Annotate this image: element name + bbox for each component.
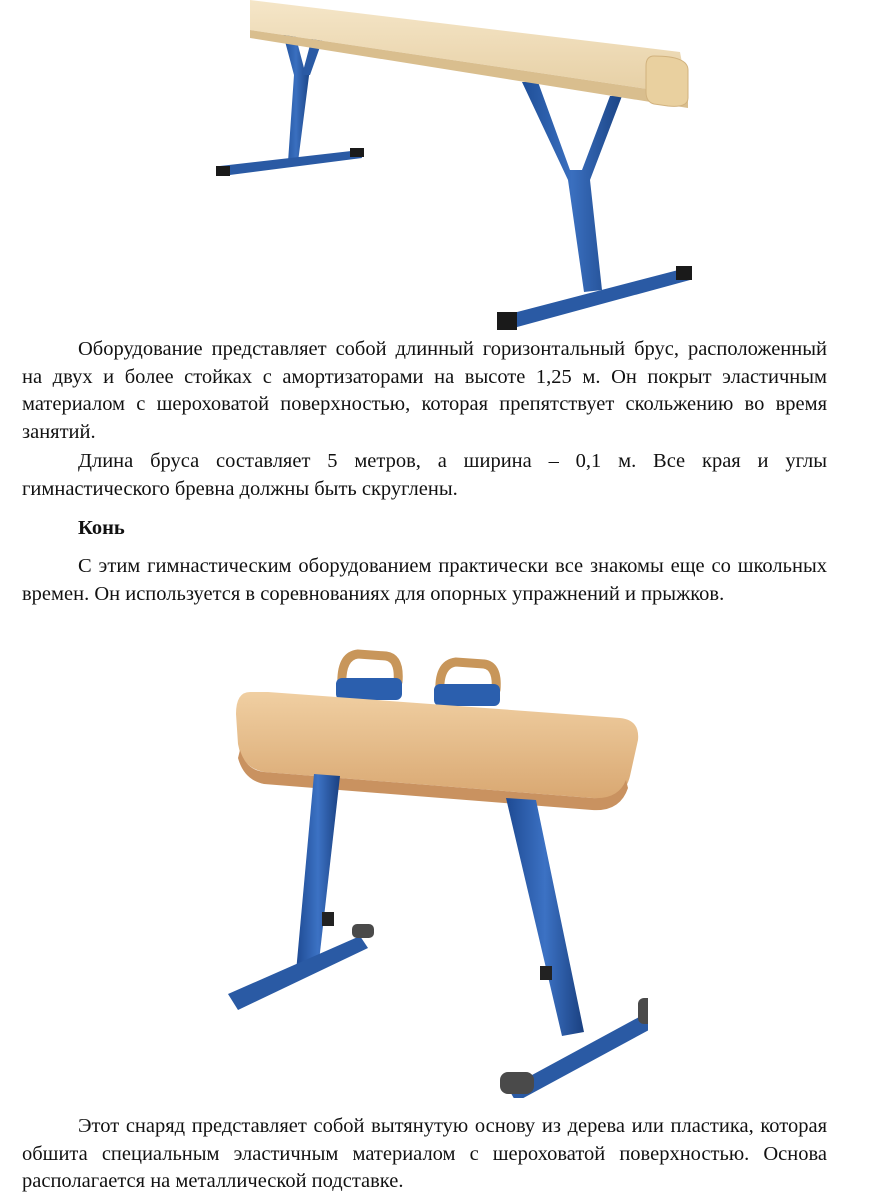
balance-beam-image [210, 0, 710, 335]
horse-paragraph-2: Этот снаряд представляет собой вытянутую основу из дерева или пластика, которая обшита специальным эластичным материалом с шероховатой поверхностью. Основа располагается на металлической подставке. [22, 1115, 827, 1192]
pommel-horse-image [228, 648, 648, 1098]
beam-paragraph-2: Длина бруса составляет 5 метров, а ширина – 0,1 м. Все края и углы гимнастического бревна должны быть скруглены. [22, 450, 827, 500]
pommel-left-leg [228, 774, 374, 1010]
beam-right-stand [497, 82, 692, 330]
pommel-right-leg [500, 798, 648, 1098]
beam-paragraph-1: Оборудование представляет собой длинный горизонтальный брус, расположенный на двух и более стойках с амортизаторами на высоте 1,25 м. Он покрыт эластичным материалом с шероховатой поверхностью, которая препятствует скольжению во время занятий. [22, 338, 827, 443]
horse-paragraph-1: С этим гимнастическим оборудованием практически все знакомы еще со школьных времен. Он используется в соревнованиях для опорных упражнений и прыжков. [22, 555, 827, 605]
pommel-handles [336, 654, 500, 706]
horse-heading: Конь [78, 517, 125, 539]
pommel-body [236, 692, 638, 810]
